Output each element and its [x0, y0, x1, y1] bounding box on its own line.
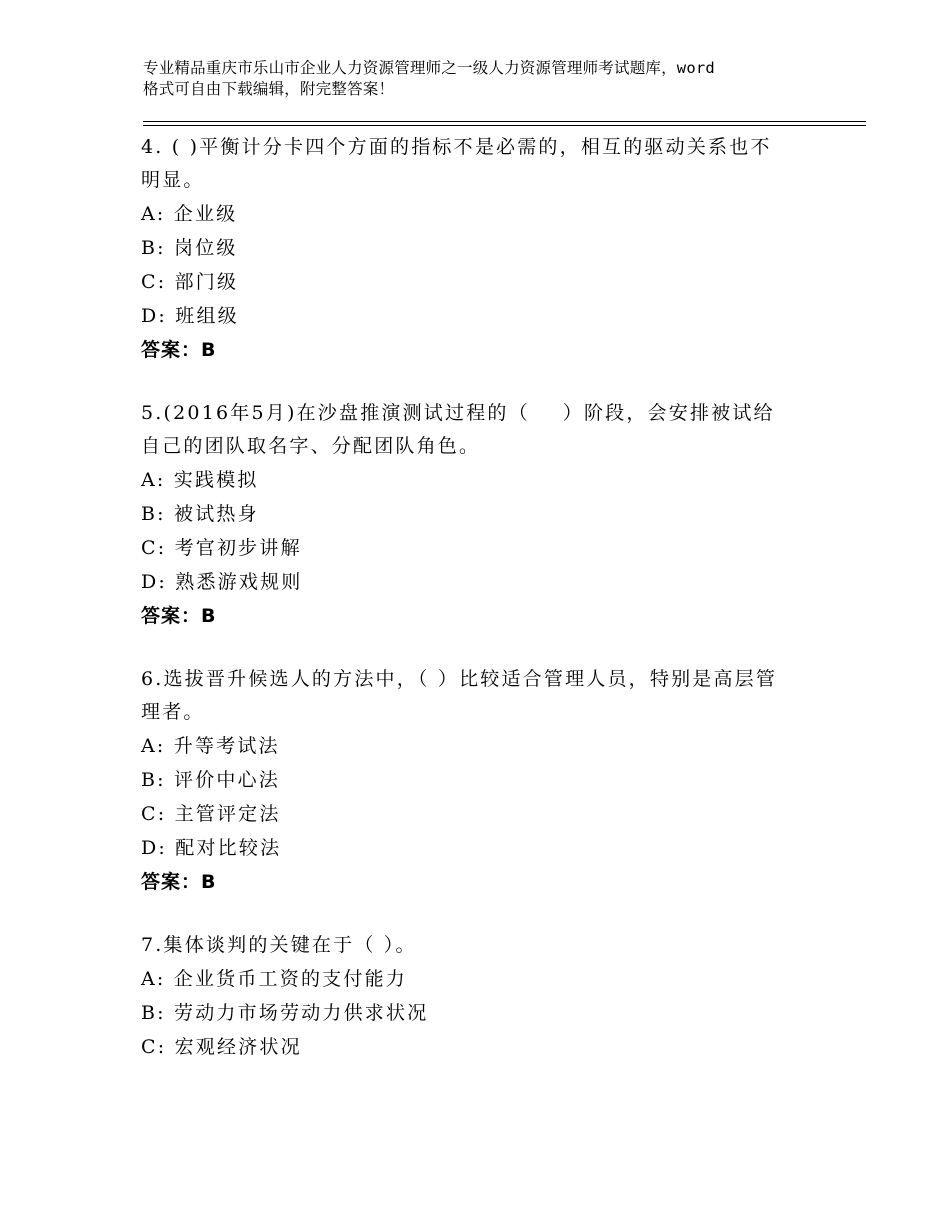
option-a: A: 企业货币工资的支付能力 [141, 968, 407, 990]
question-text-line: 理者。 [141, 701, 205, 723]
option-a: A: 企业级 [141, 203, 238, 225]
document-header [143, 58, 863, 100]
header-line-1: 专业精品重庆市乐山市企业人力资源管理师之一级人力资源管理师考试题库，word [143, 59, 715, 77]
option-c: C: 考官初步讲解 [141, 537, 302, 559]
answer: 答案：B [141, 605, 217, 627]
question-text-line: 自己的团队取名字、分配团队角色。 [141, 435, 481, 457]
header-divider-bottom [143, 125, 866, 126]
header-divider-top [143, 121, 866, 122]
option-b: B: 评价中心法 [141, 769, 281, 791]
option-c: C: 主管评定法 [141, 803, 281, 825]
option-b: B: 岗位级 [141, 237, 238, 259]
question-text-line: 明显。 [141, 169, 205, 191]
question-text [141, 131, 831, 197]
option-c: C: 部门级 [141, 271, 239, 293]
answer: 答案：B [141, 871, 217, 893]
question-text: 7.集体谈判的关键在于（ ）。 [141, 934, 417, 956]
question-5 [141, 397, 831, 633]
question-4 [141, 131, 831, 367]
question-text-line: 4. ( )平衡计分卡四个方面的指标不是必需的，相互的驱动关系也不 [141, 136, 772, 158]
option-b: B: 被试热身 [141, 503, 259, 525]
option-d: D: 配对比较法 [141, 837, 282, 859]
answer: 答案：B [141, 339, 217, 361]
question-text-line: 6.选拔晋升候选人的方法中，（ ）比较适合管理人员，特别是高层管 [141, 668, 778, 690]
question-text [141, 397, 831, 463]
question-list [141, 131, 831, 1094]
option-b: B: 劳动力市场劳动力供求状况 [141, 1002, 429, 1024]
question-6 [141, 663, 831, 899]
header-line-2: 格式可自由下载编辑，附完整答案！ [143, 80, 395, 98]
option-a: A: 升等考试法 [141, 735, 280, 757]
question-text-line: 5.(2016年5月)在沙盘推演测试过程的（ ）阶段，会安排被试给 [141, 402, 775, 424]
option-d: D: 熟悉游戏规则 [141, 571, 303, 593]
option-c: C: 宏观经济状况 [141, 1036, 302, 1058]
option-d: D: 班组级 [141, 305, 239, 327]
question-text [141, 663, 831, 729]
question-7 [141, 929, 831, 1064]
option-a: A: 实践模拟 [141, 469, 259, 491]
